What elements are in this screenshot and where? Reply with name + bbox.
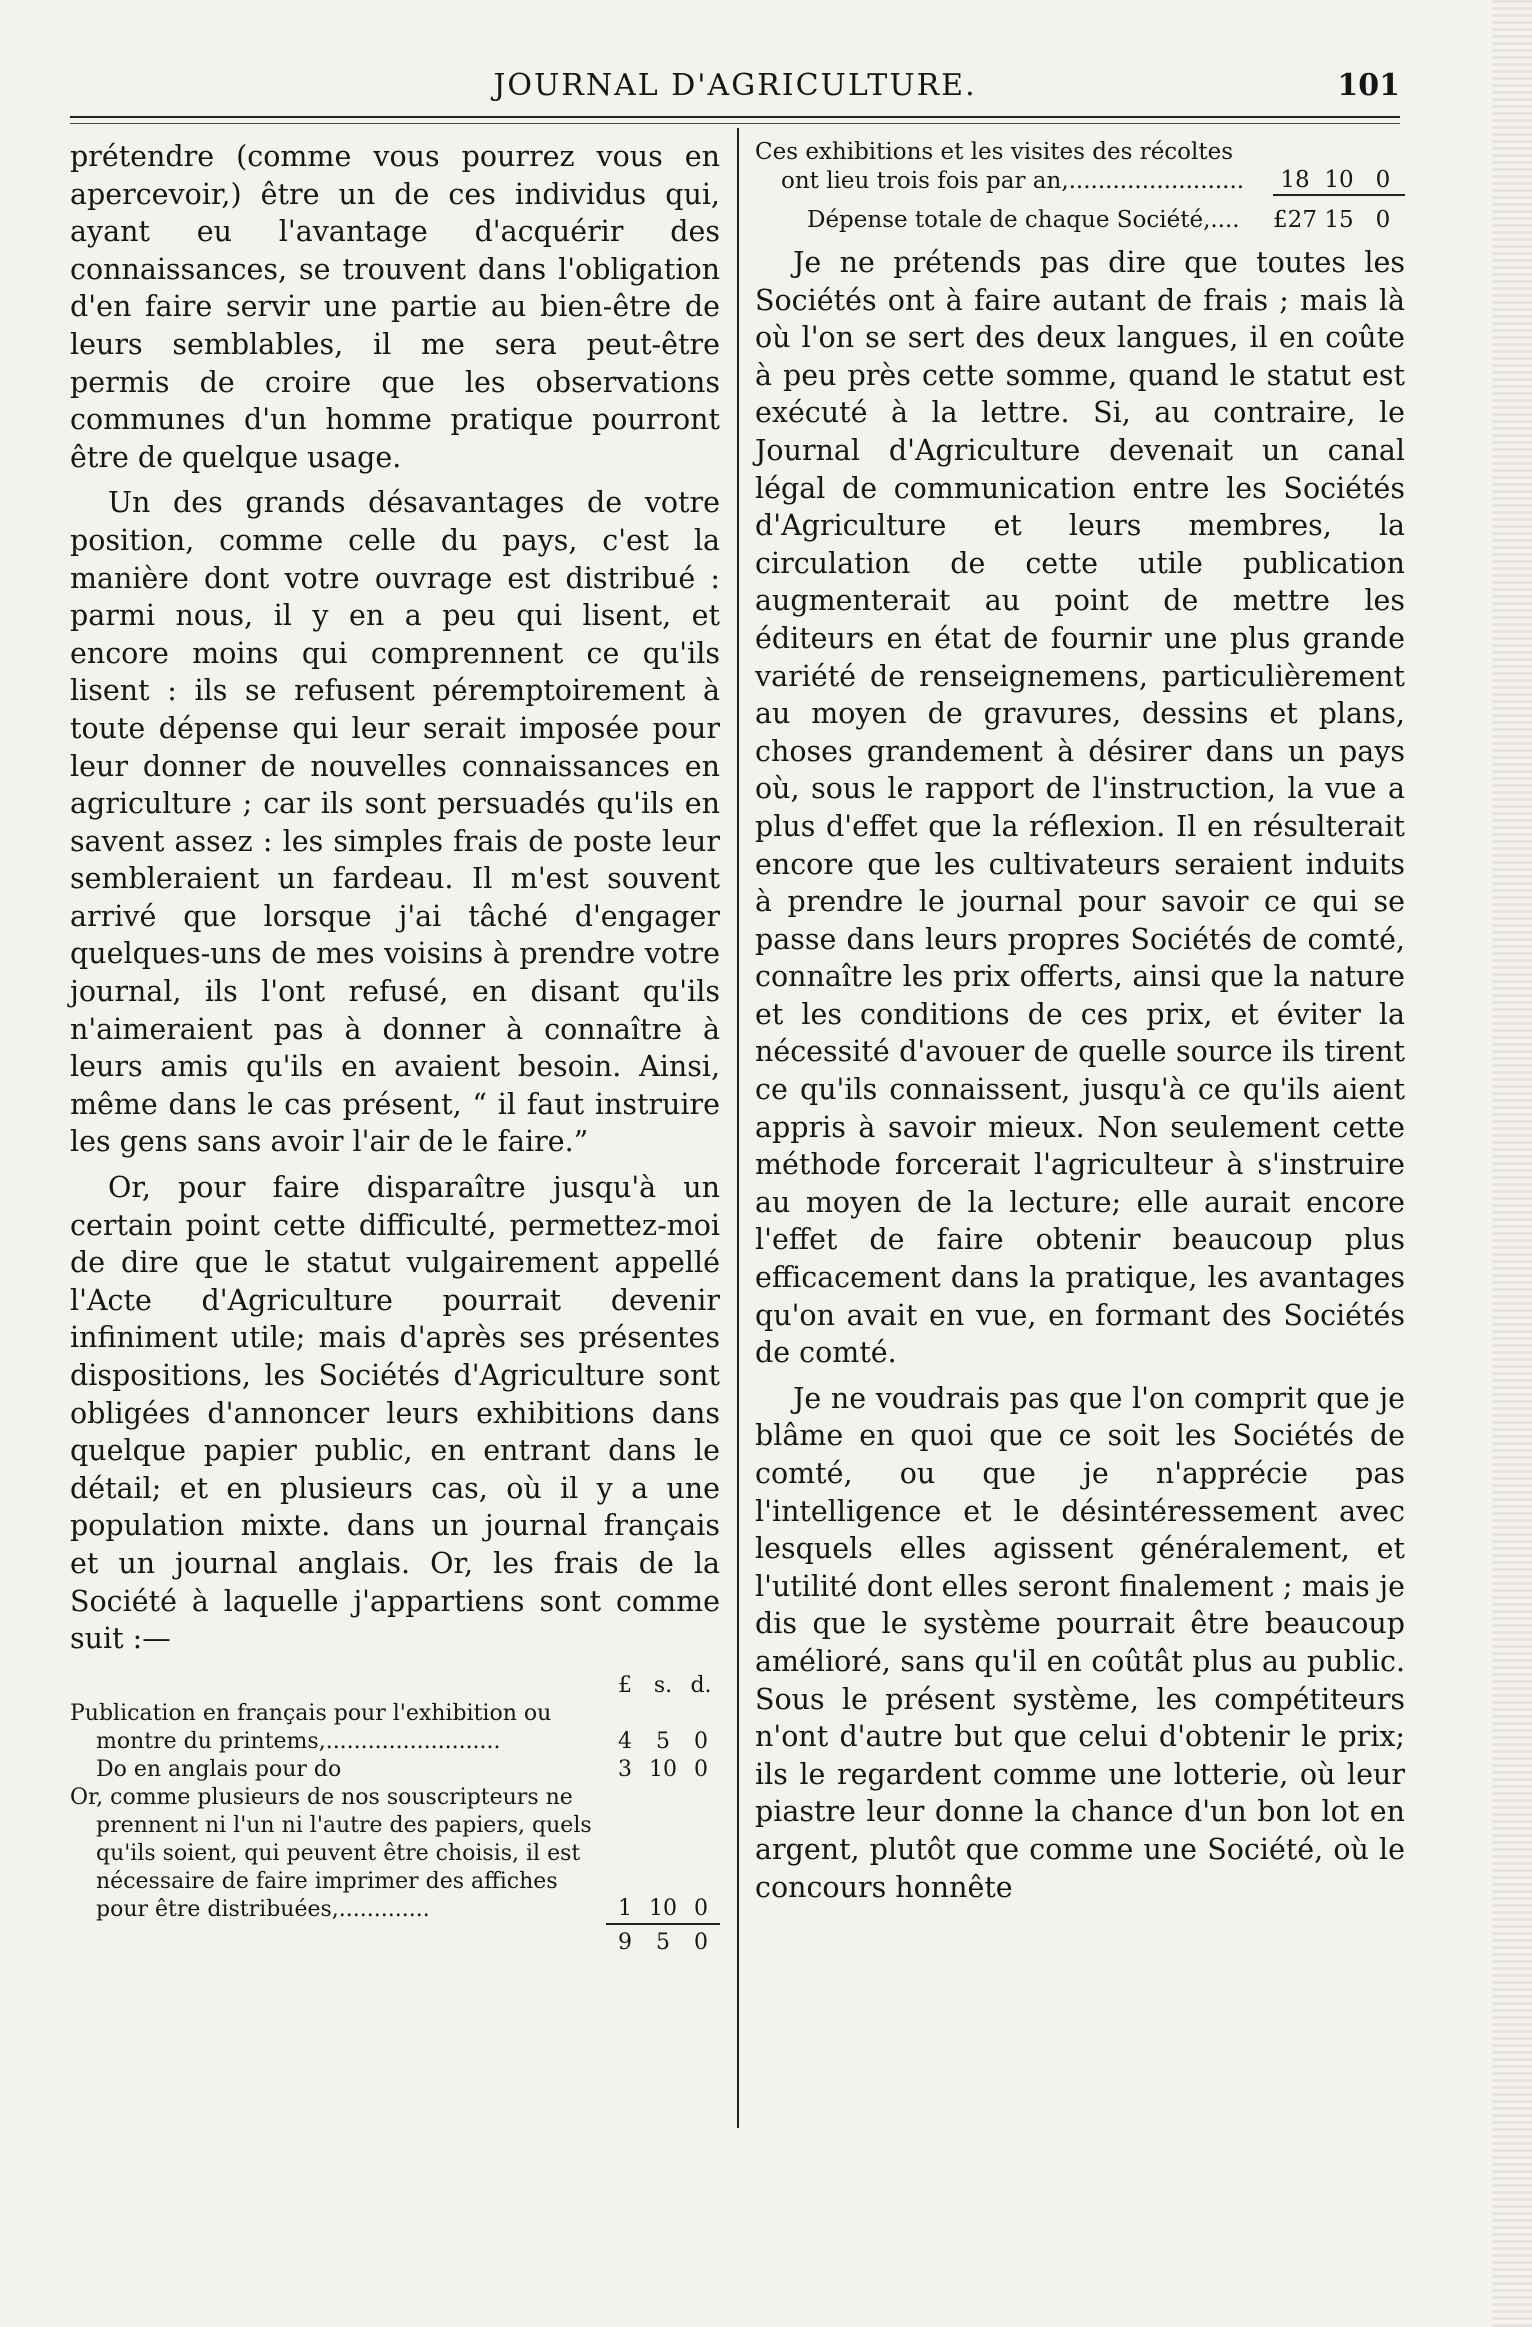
table-row xyxy=(755,138,1405,166)
running-title: JOURNAL D'AGRICULTURE. xyxy=(493,68,977,103)
column-divider xyxy=(737,128,739,2128)
total-label: Dépense totale de chaque Société,.... xyxy=(807,207,1240,233)
pence-cell: 0 xyxy=(694,1895,708,1921)
header-rule xyxy=(70,116,1400,118)
paragraph: prétendre (comme vous pourrez vous en apercevoir,) être un de ces individus qui, ayant eu l'avantage d'acquérir des connaissances, se trouvent dans l'obligation d'en faire servir une partie au bien-être de leurs semblables, il me sera peut-être permis de croire que les observations communes d'un homme pratique pourront être de quelque usage. xyxy=(70,140,720,474)
page-number: 101 xyxy=(1337,68,1400,103)
page-header xyxy=(70,68,1400,112)
total-shillings: 15 xyxy=(1317,195,1361,234)
table-row xyxy=(70,1700,720,1728)
expense-table xyxy=(70,1672,720,1957)
row-label-cont: ont lieu trois fois par an,........................ xyxy=(781,168,1245,194)
row-label-cont: prennent ni l'un ni l'autre des papiers, quels qu'ils soient, qui peuvent être choisis, il est nécessaire de faire imprimer des affiches pour être distribuées,............. xyxy=(96,1812,592,1922)
column-header: d. xyxy=(690,1672,712,1698)
row-label: Publication en français pour l'exhibition ou xyxy=(70,1700,552,1726)
right-column xyxy=(755,138,1405,1906)
column-header: s. xyxy=(653,1672,673,1698)
total-pence: 0 xyxy=(682,1924,720,1957)
scan-edge-noise xyxy=(1492,0,1532,2327)
pence-cell: 0 xyxy=(694,1728,708,1754)
total-pounds: 9 xyxy=(606,1924,644,1957)
table-row xyxy=(70,1728,720,1756)
paragraph: Or, pour faire disparaître jusqu'à un certain point cette difficulté, permettez-moi de dire que le statut vulgairement appellé l'Acte d'Agriculture pourrait devenir infiniment utile; mais d'après ses présentes dispositions, les Sociétés d'Agriculture sont obligées d'annoncer leurs exhibitions dans quelque papier public, en entrant dans le détail; et en plusieurs cas, où il y a une population mixte. dans un journal français et un journal anglais. Or, les frais de la Société à laquelle j'appartiens sont comme suit :— xyxy=(70,1171,720,1656)
shillings-cell: 5 xyxy=(656,1728,670,1754)
column-header: £ xyxy=(618,1672,632,1698)
total-shillings: 5 xyxy=(644,1924,682,1957)
table-row xyxy=(70,1812,720,1924)
row-label: Or, comme plusieurs de nos souscripteurs ne xyxy=(70,1784,573,1810)
row-label: Ces exhibitions et les visites des récoltes xyxy=(755,139,1234,165)
shillings-cell: 10 xyxy=(1324,167,1354,193)
total-row xyxy=(70,1924,720,1957)
pounds-cell: 4 xyxy=(618,1728,632,1754)
pence-cell: 0 xyxy=(694,1756,708,1782)
pounds-cell: 3 xyxy=(618,1756,632,1782)
row-label-cont: montre du printems,......................... xyxy=(96,1728,501,1754)
total-pence: 0 xyxy=(1361,195,1405,234)
shillings-cell: 10 xyxy=(649,1756,677,1782)
paragraph: Je ne voudrais pas que l'on comprit que je blâme en quoi que ce soit les Sociétés de comté, ou que je n'apprécie pas l'intelligence et le désintéressement avec lesquels elles agissent généralement, et l'utilité dont elles seront finalement ; mais je dis que le système pourrait être beaucoup amélioré, sans qu'il en coûtât plus au public. Sous le présent système, les compétiteurs n'ont d'autre but que celui d'obtenir le prix; ils le regardent comme une lotterie, où leur piastre leur donne la chance d'un bon lot en argent, plutôt que comme une Société, où le concours honnête xyxy=(755,1381,1405,1904)
row-label: Do en anglais pour do xyxy=(96,1756,342,1782)
table-row xyxy=(70,1756,720,1784)
table-header-row xyxy=(70,1672,720,1700)
pence-cell: 0 xyxy=(1375,167,1391,193)
paragraph: Je ne prétends pas dire que toutes les Sociétés ont à faire autant de frais ; mais là où l'on se sert des deux langues, il en coûte à peu près cette somme, quand le statut est exécuté à la lettre. Si, au contraire, le Journal d'Agriculture devenait un canal légal de communication entre les Sociétés d'Agriculture et leurs membres, la circulation de cette utile publication augmenterait au point de mettre les éditeurs en état de fournir une plus grande variété de renseignemens, particulièrement au moyen de gravures, dessins et plans, choses grandement à désirer dans un pays où, sous le rapport de l'instruction, la vue a plus d'effet que la réflexion. Il en résulterait encore que les cultivateurs seraient induits à prendre le journal pour savoir ce qui se passe dans leurs propres Sociétés de comté, connaître les prix offerts, ainsi que la nature et les conditions de ces prix, et éviter la nécessité d'avouer de quelle source ils tirent ce qu'ils connaissent, jusqu'à ce qu'ils aient appris à savoir mieux. Non seulement cette méthode forcerait l'agriculteur à s'instruire au moyen de la lecture; elle aurait encore l'effet de faire obtenir beaucoup plus efficacement dans la pratique, les avantages qu'on avait en vue, en formant des Sociétés de comté. xyxy=(755,246,1405,1370)
table-row xyxy=(70,1784,720,1812)
pounds-cell: 18 xyxy=(1280,167,1310,193)
header-rule-thin xyxy=(70,123,1400,124)
total-pounds: £27 xyxy=(1273,195,1317,234)
pounds-cell: 1 xyxy=(618,1895,632,1921)
total-row xyxy=(755,195,1405,234)
shillings-cell: 10 xyxy=(649,1895,677,1921)
table-row xyxy=(755,166,1405,195)
expense-total-table xyxy=(755,138,1405,234)
left-column xyxy=(70,138,720,1957)
paragraph: Un des grands désavantages de votre position, comme celle du pays, c'est la manière dont votre ouvrage est distribué : parmi nous, il y en a peu qui lisent, et encore moins qui comprennent ce qu'ils lisent : ils se refusent péremptoirement à toute dépense qui leur serait imposée pour leur donner de nouvelles connaissances en agriculture ; car ils sont persuadés qu'ils en savent assez : les simples frais de poste leur sembleraient un fardeau. Il m'est souvent arrivé que lorsque j'ai tâché d'engager quelques-uns de mes voisins à prendre votre journal, ils l'ont refusé, en disant qu'ils n'aimeraient pas à donner à connaître à leurs amis qu'ils en avaient besoin. Ainsi, même dans le cas présent, “ il faut instruire les gens sans avoir l'air de le faire.” xyxy=(70,486,720,1159)
